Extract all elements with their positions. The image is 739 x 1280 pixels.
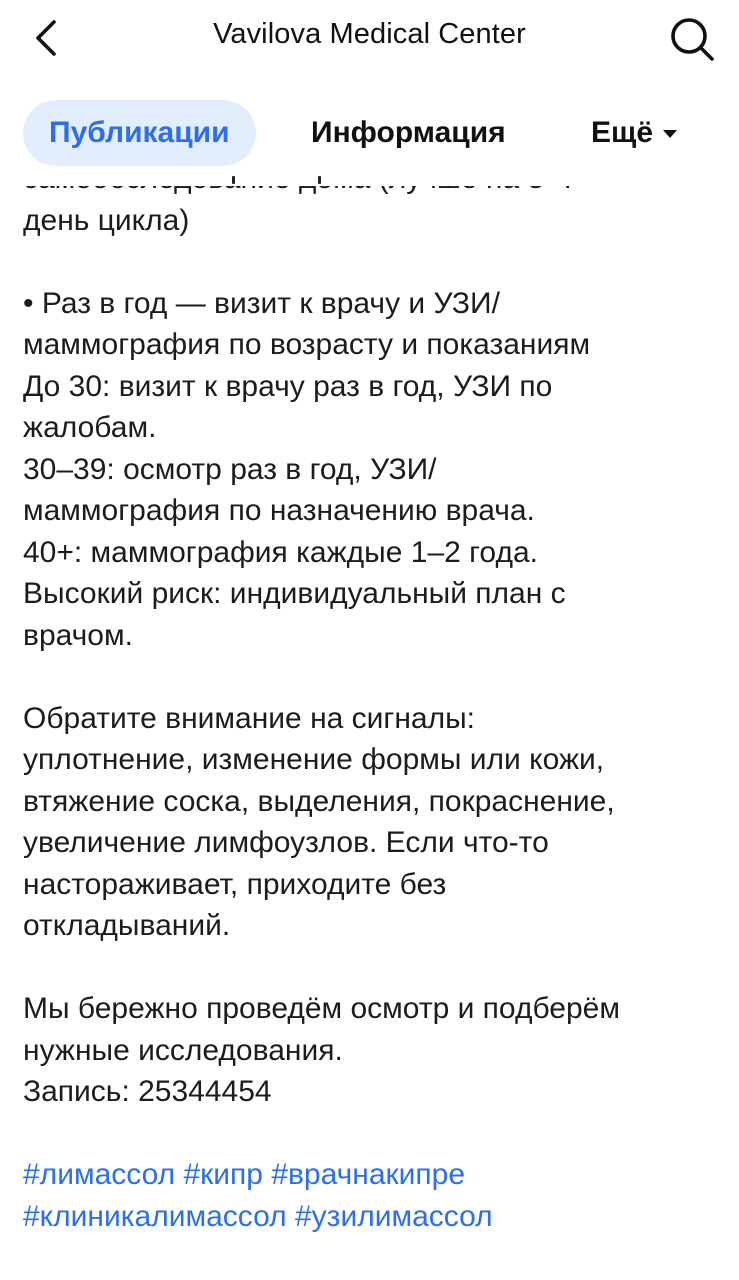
- hashtags-line-1: [23, 1154, 723, 1196]
- hashtag-link[interactable]: #врачнакипре: [271, 1158, 466, 1191]
- tab-information-label: Информация: [311, 116, 506, 149]
- post-text-line: жалобам.: [23, 411, 157, 444]
- hashtag-link[interactable]: #кипр: [183, 1158, 263, 1191]
- post-body: [23, 158, 723, 1237]
- search-button[interactable]: [667, 14, 717, 64]
- tab-publications-label: Публикации: [49, 116, 230, 149]
- tab-publications[interactable]: [23, 100, 256, 166]
- chevron-left-icon: [33, 18, 59, 58]
- post-text-line: втяжение соска, выделения, покраснение,: [23, 784, 615, 818]
- post-text-line: Запись: 25344454: [23, 1075, 272, 1108]
- hashtag-link[interactable]: #клиникалимассол: [23, 1199, 287, 1233]
- profile-tabs: [0, 76, 739, 186]
- post-text-line: • Раз в год — визит к врачу и УЗИ/: [23, 286, 500, 320]
- post-text-line: Обратите внимание на сигналы:: [23, 701, 476, 735]
- back-button[interactable]: [22, 14, 70, 62]
- tab-more-label: Ещё: [591, 116, 654, 149]
- search-icon: [669, 16, 715, 62]
- post-text-line: Высокий риск: индивидуальный план с: [23, 577, 566, 610]
- paragraph-gap: [23, 656, 723, 698]
- hashtag-link[interactable]: #лимассол: [23, 1158, 176, 1191]
- paragraph-gap: [23, 241, 723, 283]
- post-text-line: 40+: маммография каждые 1–2 года.: [23, 535, 538, 569]
- paragraph-gap: [23, 947, 723, 989]
- post-text-line: До 30: визит к врачу раз в год, УЗИ по: [23, 369, 553, 403]
- top-bar: [0, 0, 739, 76]
- page-title: Vavilova Medical Center: [213, 18, 526, 50]
- post-text-line: день цикла): [23, 203, 190, 237]
- post-text: [23, 158, 723, 1154]
- post-text-line: нужные исследования.: [23, 1033, 343, 1067]
- post-text-line: врачом.: [23, 618, 133, 652]
- post-text-line: откладываний.: [23, 909, 231, 942]
- post-text-line: уплотнение, изменение формы или кожи,: [23, 743, 605, 776]
- paragraph-gap: [23, 1113, 723, 1155]
- tab-more[interactable]: [591, 100, 677, 166]
- post-text-line: Мы бережно проведём осмотр и подберём: [23, 992, 620, 1025]
- caret-down-icon: [663, 130, 677, 138]
- hashtag-link[interactable]: #узилимассол: [295, 1199, 493, 1233]
- post-text-line: настораживает, приходите без: [23, 867, 447, 901]
- post-text-line: 30–39: осмотр раз в год, УЗИ/: [23, 452, 437, 486]
- tab-information[interactable]: [311, 100, 506, 166]
- post-text-line: маммография по возрасту и показаниям: [23, 328, 591, 361]
- post-text-line: маммография по назначению врача.: [23, 494, 535, 527]
- clipped-text-remnant: [0, 176, 739, 186]
- hashtags-line-2: [23, 1196, 723, 1238]
- post-text-line: увеличение лимфоузлов. Если что-то: [23, 826, 549, 859]
